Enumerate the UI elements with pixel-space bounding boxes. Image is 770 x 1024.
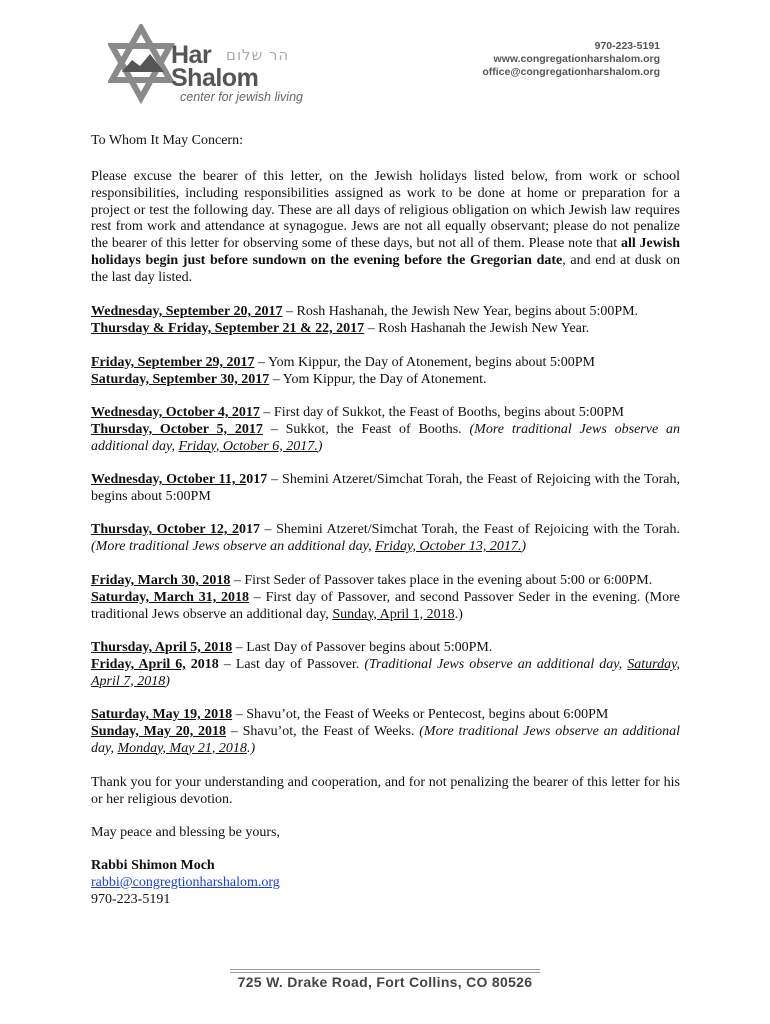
holiday-block-passover-seder bbox=[91, 573, 680, 623]
holiday-note-date: Monday, May 21, 2018 bbox=[117, 740, 247, 756]
signature-block bbox=[91, 858, 680, 908]
holiday-date: Saturday, September 30, 2017 bbox=[91, 371, 270, 387]
star-of-david-icon bbox=[108, 24, 178, 104]
holiday-line bbox=[91, 372, 680, 389]
holiday-note-date: Saturday, April 7, 2018 bbox=[91, 656, 681, 689]
holiday-note-end: .) bbox=[454, 606, 463, 622]
holiday-desc: – Rosh Hashanah the Jewish New Year. bbox=[364, 320, 590, 336]
intro-paragraph bbox=[91, 169, 680, 287]
logo-shalom-text: Shalom bbox=[171, 64, 259, 92]
holiday-note-date: Sunday, April 1, 2018 bbox=[332, 606, 455, 622]
intro-tail-text: , and end at dusk on the last day listed. bbox=[91, 252, 681, 285]
holiday-date: Thursday, October 5, 2017 bbox=[91, 421, 263, 437]
salutation: To Whom It May Concern: bbox=[91, 133, 243, 148]
holiday-note-end: .) bbox=[246, 740, 256, 756]
holiday-line bbox=[91, 590, 680, 624]
footer-address: 725 W. Drake Road, Fort Collins, CO 80526 bbox=[237, 974, 533, 990]
holiday-line bbox=[91, 355, 680, 372]
holiday-line bbox=[91, 707, 680, 724]
holiday-desc: – Sukkot, the Feast of Booths. bbox=[262, 421, 470, 437]
closing-line: May peace and blessing be yours, bbox=[91, 825, 280, 840]
holiday-desc: – Last Day of Passover begins about 5:00PM. bbox=[232, 640, 493, 655]
holiday-date: Sunday, May 20, 2018 bbox=[91, 723, 227, 739]
holiday-date: Wednesday, October 4, 2017 bbox=[91, 405, 260, 420]
holiday-desc: – First Seder of Passover takes place in the evening about 5:00 or 6:00PM. bbox=[230, 573, 653, 588]
holiday-note-end: ) bbox=[317, 438, 323, 454]
holiday-line bbox=[91, 573, 680, 590]
holiday-date-rest: 2018 bbox=[185, 656, 219, 672]
holiday-desc: – Shavu’ot, the Feast of Weeks. bbox=[226, 723, 420, 739]
footer-rule-bottom bbox=[230, 972, 540, 973]
holiday-line bbox=[91, 304, 680, 321]
holiday-date: Friday, March 30, 2018 bbox=[91, 573, 231, 588]
holiday-line bbox=[91, 640, 680, 657]
logo-tagline: center for jewish living bbox=[180, 90, 303, 104]
letterhead-logo bbox=[108, 24, 323, 104]
holiday-block-rosh-hashanah bbox=[91, 304, 680, 338]
holiday-block-sukkot bbox=[91, 405, 680, 455]
holiday-note: (More traditional Jews observe an additional day, bbox=[91, 723, 680, 756]
holiday-date: Friday, April 6, bbox=[91, 656, 186, 672]
holiday-date: Wednesday, September 20, 2017 bbox=[91, 304, 283, 319]
holiday-line bbox=[91, 422, 680, 456]
holiday-note-date: Friday, October 6, 2017. bbox=[178, 438, 318, 454]
holiday-block-yom-kippur bbox=[91, 355, 680, 389]
signature-name: Rabbi Shimon Moch bbox=[91, 858, 215, 873]
holiday-date: Thursday & Friday, September 21 & 22, 2017 bbox=[91, 320, 365, 336]
holiday-note-end: ) bbox=[521, 538, 527, 554]
holiday-note-end: ) bbox=[165, 673, 170, 689]
holiday-line bbox=[91, 321, 680, 338]
holiday-date-rest: 017 bbox=[246, 472, 268, 487]
holiday-desc: – First day of Passover, and second Passover Seder in the evening. (More traditional Jews observe an additional day, bbox=[91, 589, 680, 622]
letterhead-email: office@congregationharshalom.org bbox=[482, 66, 660, 78]
holiday-desc: – Shemini Atzeret/Simchat Torah, the Feast of Rejoicing with the Torah, begins about 5:00PM bbox=[91, 472, 680, 504]
holiday-desc: – First day of Sukkot, the Feast of Booths, begins about 5:00PM bbox=[259, 405, 624, 420]
holiday-date: Saturday, March 31, 2018 bbox=[91, 589, 249, 605]
holiday-block-shavuot bbox=[91, 707, 680, 757]
holiday-desc: – Shavu’ot, the Feast of Weeks or Pentecost, begins about 6:00PM bbox=[232, 707, 609, 722]
holiday-desc: – Shemini Atzeret/Simchat Torah, the Feast of Rejoicing with the Torah. bbox=[259, 522, 680, 537]
holiday-block-simchat-torah bbox=[91, 522, 680, 556]
holiday-date: Thursday, April 5, 2018 bbox=[91, 640, 233, 655]
footer-rule-top bbox=[230, 969, 540, 970]
holiday-date: Wednesday, October 11, 2 bbox=[91, 472, 247, 487]
holiday-desc: – Yom Kippur, the Day of Atonement, begins about 5:00PM bbox=[254, 355, 595, 370]
holiday-line bbox=[91, 657, 680, 691]
letterhead-phone: 970-223-5191 bbox=[594, 40, 660, 52]
holiday-line bbox=[91, 405, 680, 422]
signature-email-link[interactable]: rabbi@congregtionharshalom.org bbox=[91, 874, 280, 890]
holiday-note: (More traditional Jews observe an additional day, bbox=[91, 538, 376, 554]
thanks-paragraph: Thank you for your understanding and cooperation, and for not penalizing the bearer of this letter for his or her religious devotion. bbox=[91, 775, 680, 807]
signature-phone: 970-223-5191 bbox=[91, 891, 171, 907]
holiday-block-shemini-atzeret bbox=[91, 472, 680, 506]
intro-bold-text: all Jewish holidays begin just before sundown on the evening before the Gregorian date bbox=[91, 236, 680, 268]
letterhead-contact bbox=[482, 40, 660, 79]
holiday-desc: – Rosh Hashanah, the Jewish New Year, begins about 5:00PM. bbox=[282, 304, 639, 319]
holiday-block-passover-end bbox=[91, 640, 680, 690]
logo-har-text: Har bbox=[171, 41, 212, 69]
holiday-desc: – Yom Kippur, the Day of Atonement. bbox=[269, 371, 487, 387]
holiday-date: Saturday, May 19, 2018 bbox=[91, 707, 233, 722]
holiday-desc: – Last day of Passover. bbox=[218, 656, 365, 672]
holiday-line bbox=[91, 724, 680, 758]
logo-hebrew-text: הר שלום bbox=[226, 46, 290, 64]
holiday-date: Thursday, October 12, 2 bbox=[91, 522, 239, 537]
holiday-date: Friday, September 29, 2017 bbox=[91, 355, 255, 370]
holiday-date-rest: 017 bbox=[238, 522, 260, 537]
holiday-note-date: Friday, October 13, 2017. bbox=[375, 538, 522, 554]
holiday-note: (Traditional Jews observe an additional day, bbox=[364, 656, 628, 672]
intro-text: Please excuse the bearer of this letter, on the Jewish holidays listed below, from work or school responsibilities, including responsibilities assigned as work to be done at home or preparation for a project or test the following day. These are all days of religious obligation on which Jewish law requires rest from work and attendance at synagogue. Jews are not all equally observant; please do not penalize the bearer of this letter for observing some of these days, but not all of them. Please note that bbox=[91, 169, 680, 252]
holiday-note: (More traditional Jews observe an additional day, bbox=[91, 421, 681, 454]
letterhead-website: www.congregationharshalom.org bbox=[493, 53, 660, 65]
